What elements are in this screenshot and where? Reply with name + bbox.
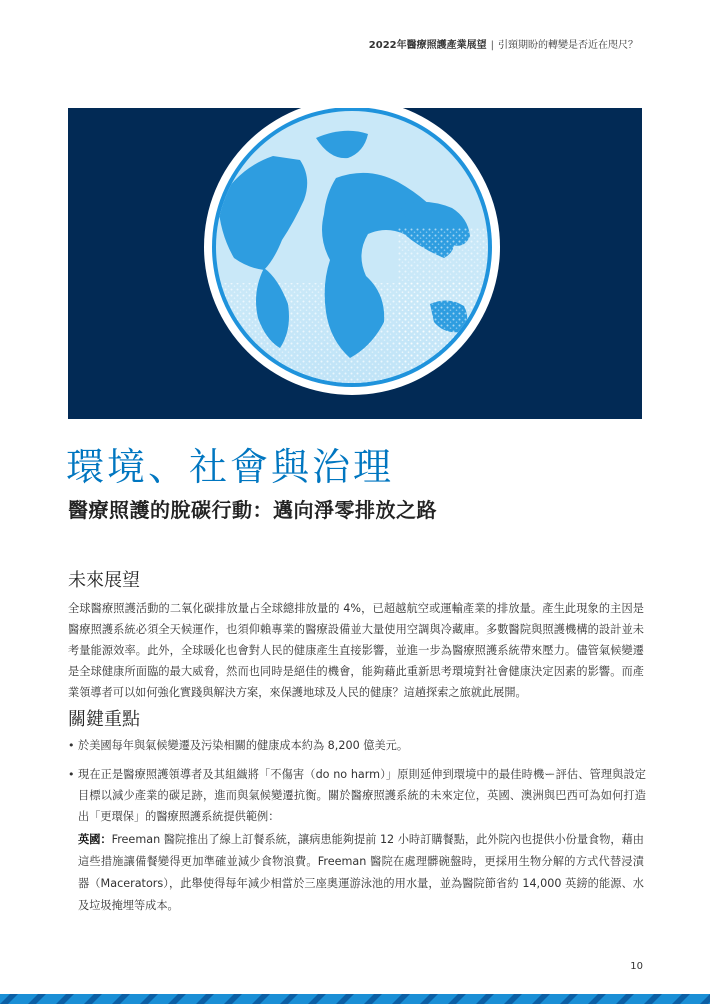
bullet-item [68, 764, 646, 827]
example-text: Freeman 醫院推出了線上訂餐系統，讓病患能夠提前 12 小時訂購餐點，此外院內也提供小份量食物，藉由這些措施讓備餐變得更加準確並減少食物浪費。Freeman 醫院在處理髒碗盤時，更採用生物分解的方式代替浸漬器（Macerators），此舉使得每年減少相當於三座奧運游泳池的用水量，並為醫院節省約 14,000 英鎊的能源、水及垃圾掩埋等成本。 [78, 833, 644, 912]
stripe-pattern-icon [0, 994, 710, 1004]
report-title: 2022年醫療照護產業展望 [368, 40, 487, 51]
example-country: 英國： [78, 833, 112, 846]
bullet-text: 於美國每年與氣候變遷及污染相關的健康成本約為 8,200 億美元。 [78, 739, 409, 752]
footer-stripe-band [0, 994, 710, 1004]
page-number: 10 [630, 961, 643, 972]
running-header [369, 36, 638, 51]
hero-image [68, 108, 642, 419]
report-subtitle: 引頸期盼的轉變是否近在咫尺？ [498, 40, 638, 51]
bullet-icon: • [68, 768, 75, 781]
page-title: 環境、社會與治理 [66, 445, 395, 489]
header-separator: | [490, 40, 494, 51]
outlook-heading: 未來展望 [68, 570, 140, 591]
bullet-text: 現在正是醫療照護領導者及其組織將「不傷害（do no harm）」原則延伸到環境中的最佳時機ー評估、管理與設定目標以減少產業的碳足跡，進而與氣候變遷抗衡。關於醫療照護系統的未來定位，英國、澳洲與巴西可為如何打造出「更環保」的醫療照護系統提供範例： [78, 768, 646, 823]
bullet-icon: • [68, 739, 75, 752]
key-points-heading: 關鍵重點 [68, 709, 140, 730]
globe-icon [68, 108, 642, 419]
example-uk [78, 829, 644, 917]
outlook-paragraph: 全球醫療照護活動的二氧化碳排放量占全球總排放量的 4%，已超越航空或運輸產業的排放量。產生此現象的主因是醫療照護系統必須全天候運作，也須仰賴專業的醫療設備並大量使用空調與冷藏庫。多數醫院與照護機構的設計並未考量能源效率。此外，全球暖化也會對人民的健康產生直接影響，並進一步為醫療照護系統帶來壓力。儘管氣候變遷是全球健康所面臨的最大威脅，然而也同時是絕佳的機會，能夠藉此重新思考環境對社會健康決定因素的影響。而產業領導者可以如何強化實踐與解決方案，來保護地球及人民的健康？這趟探索之旅就此展開。 [68, 602, 644, 699]
page-subtitle: 醫療照護的脫碳行動：邁向淨零排放之路 [68, 498, 437, 522]
bullet-item [68, 735, 646, 756]
